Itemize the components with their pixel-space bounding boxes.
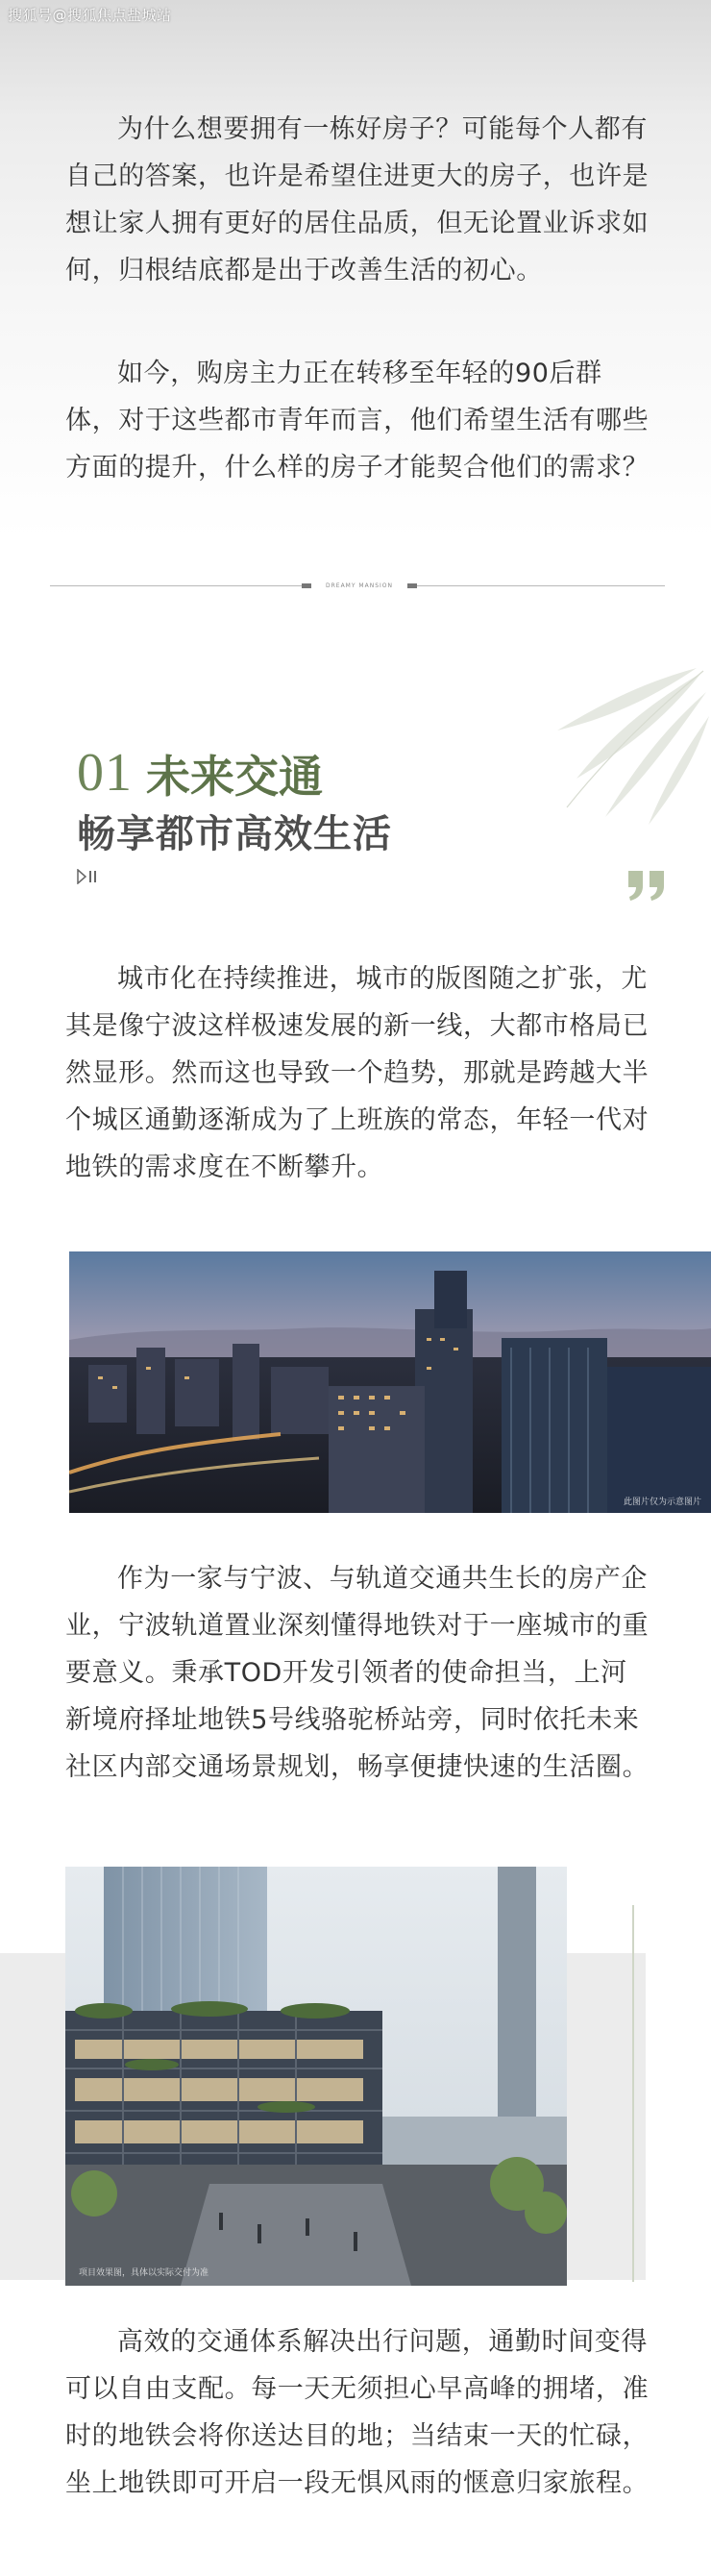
closing-quote-icon bbox=[626, 869, 667, 902]
body-paragraph-3: 高效的交通体系解决出行问题，通勤时间变得可以自由支配。每一天无须担心早高峰的拥堵，准时的地铁会将你送达目的地；当结束一天的忙碌，坐上地铁即可开启一段无惧风雨的惬意归家旅程。 bbox=[65, 2327, 650, 2498]
body-paragraph-1: 城市化在持续推进，城市的版图随之扩张，尤其是像宁波这样极速发展的新一线，大都市格局已然显形。然而这也导致一个趋势，那就是跨越大半个城区通勤逐渐成为了上班族的常态，年轻一代对地铁的需求度在不断攀升。 bbox=[65, 964, 650, 1182]
play-bars-icon bbox=[77, 869, 98, 884]
intro-paragraph-1: 为什么想要拥有一栋好房子？可能每个人都有自己的答案，也许是希望住进更大的房子，也许是想让家人拥有更好的居住品质，但无论置业诉求如何，归根结底都是出于改善生活的初心。 bbox=[65, 114, 650, 285]
section-number: 01 bbox=[77, 743, 133, 803]
section-title: 未来交通 bbox=[146, 751, 323, 803]
city-night-photo bbox=[69, 1251, 711, 1513]
palm-leaf-decoration-icon bbox=[538, 663, 711, 827]
section-subtitle: 畅享都市高效生活 bbox=[77, 811, 392, 856]
tod-building-rendering bbox=[65, 1867, 567, 2286]
intro-paragraph-2: 如今，购房主力正在转移至年轻的90后群体，对于这些都市青年而言，他们希望生活有哪些方面的提升，什么样的房子才能契合他们的需求？ bbox=[65, 359, 650, 483]
body-paragraph-2: 作为一家与宁波、与轨道交通共生长的房产企业，宁波轨道置业深刻懂得地铁对于一座城市的重要意义。秉承TOD开发引领者的使命担当，上河新境府择址地铁5号线骆驼桥站旁，同时依托未来社区内部交通场景规划，畅享便捷快速的生活圈。 bbox=[65, 1564, 650, 1782]
decorative-vertical-line bbox=[632, 1905, 634, 2282]
divider-tag: DREAMY MANSION bbox=[302, 581, 417, 591]
source-watermark: 搜狐号@搜狐焦点盐城站 bbox=[8, 7, 172, 24]
city-photo-caption: 此图片仅为示意图片 bbox=[623, 1498, 701, 1507]
building-rendering-caption: 项目效果图，具体以实际交付为准 bbox=[79, 2268, 209, 2278]
section-divider bbox=[50, 581, 665, 592]
